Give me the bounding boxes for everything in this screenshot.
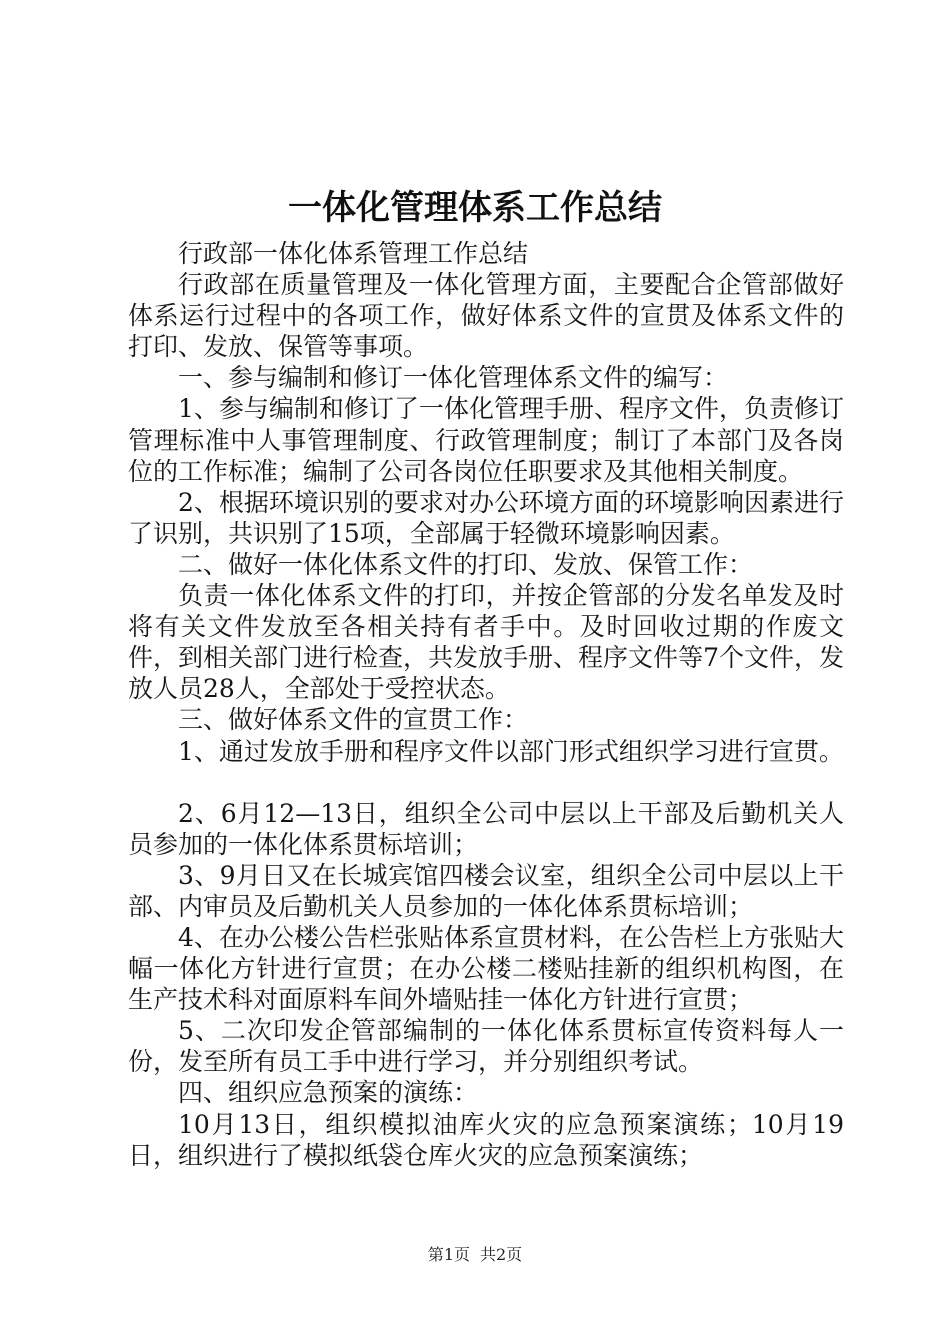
page-number: 第1页	[427, 1245, 470, 1264]
paragraph-item: 5、二次印发企管部编制的一体化体系贯标宣传资料每人一份，发至所有员工手中进行学习，并分别组织考试。	[128, 1016, 844, 1077]
paragraph-item: 负责一体化体系文件的打印，并按企管部的分发名单发及时将有关文件发放至各相关持有者手中。及时回收过期的作废文件，到相关部门进行检查，共发放手册、程序文件等7个文件，发放人员28人，全部处于受控状态。	[128, 581, 844, 704]
section-heading-4: 四、组织应急预案的演练：	[178, 1078, 479, 1108]
paragraph-subtitle: 行政部一体化体系管理工作总结	[178, 239, 529, 268]
paragraph-item: 3、9月日又在长城宾馆四楼会议室，组织全公司中层以上干部、内审员及后勤机关人员参加的一体化体系贯标培训；	[128, 860, 844, 921]
section-heading-2: 二、做好一体化体系文件的打印、发放、保管工作：	[178, 549, 754, 579]
paragraph-item: 2、根据环境识别的要求对办公环境方面的环境影响因素进行了识别，共识别了15项，全部属于轻微环境影响因素。	[128, 487, 844, 548]
page-footer	[0, 1244, 950, 1266]
paragraph-intro: 行政部在质量管理及一体化管理方面，主要配合企管部做好体系运行过程中的各项工作，做好体系文件的宣贯及体系文件的打印、发放、保管等事项。	[128, 270, 844, 362]
section-heading-1: 一、参与编制和修订一体化管理体系文件的编写：	[178, 363, 729, 393]
section-heading-3: 三、做好体系文件的宣贯工作：	[178, 705, 529, 735]
document-body	[128, 238, 844, 1171]
paragraph-item: 2、6月12—13日，组织全公司中层以上干部及后勤机关人员参加的一体化体系贯标培训；	[128, 798, 844, 859]
page-total: 共2页	[480, 1245, 523, 1264]
paragraph-item: 10月13日，组织模拟油库火灾的应急预案演练；10月19日，组织进行了模拟纸袋仓库火灾的应急预案演练；	[128, 1109, 844, 1170]
document-title: 一体化管理体系工作总结	[288, 188, 662, 228]
paragraph-item: 1、通过发放手册和程序文件以部门形式组织学习进行宣贯。	[178, 736, 844, 766]
paragraph-item: 1、参与编制和修订了一体化管理手册、程序文件，负责修订管理标准中人事管理制度、行政管理制度；制订了本部门及各岗位的工作标准；编制了公司各岗位任职要求及其他相关制度。	[128, 394, 844, 486]
paragraph-item: 4、在办公楼公告栏张贴体系宣贯材料，在公告栏上方张贴大幅一体化方针进行宣贯；在办公楼二楼贴挂新的组织机构图，在生产技术科对面原料车间外墙贴挂一体化方针进行宣贯；	[128, 922, 844, 1015]
